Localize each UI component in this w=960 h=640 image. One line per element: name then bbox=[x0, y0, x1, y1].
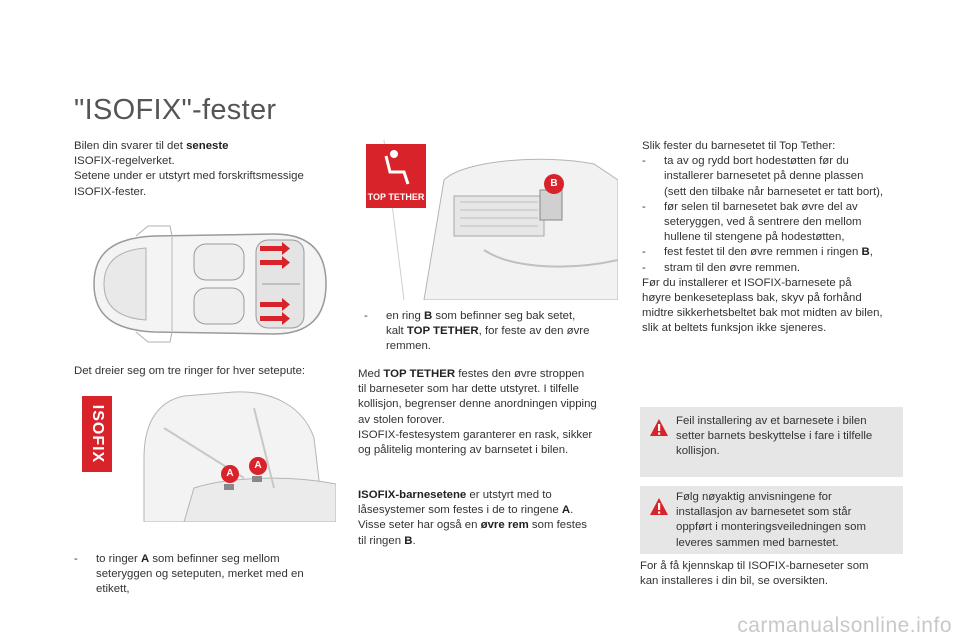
car-top-view-illustration bbox=[74, 222, 332, 346]
overview-line2: kan installeres i din bil, se oversikten. bbox=[640, 575, 829, 588]
bullet-dash: - bbox=[74, 553, 78, 565]
step-2 bbox=[642, 200, 912, 246]
step-4-line1: stram til den øvre remmen. bbox=[664, 261, 801, 274]
bullet-dash: - bbox=[642, 261, 646, 274]
bullet-b-bold: B bbox=[424, 310, 433, 322]
bullet-dash: - bbox=[364, 310, 368, 322]
warning1-line3: kollisjon. bbox=[676, 445, 720, 458]
para2-line3-post: som festes bbox=[528, 519, 588, 532]
instructions-intro: Slik fester du barnesetet til Top Tether: bbox=[642, 140, 836, 152]
bullet-b-line2-pre: kalt bbox=[386, 325, 407, 338]
warning-icon bbox=[649, 418, 669, 438]
para1-pre: Med bbox=[358, 368, 384, 380]
para1-bold: TOP TETHER bbox=[383, 368, 456, 380]
top-tether-illustration bbox=[364, 140, 618, 300]
warning-box-instructions bbox=[640, 486, 903, 554]
step-3-bold: B bbox=[861, 246, 870, 259]
step-1-line3: (sett den tilbake når barnesetet er tatt bort), bbox=[664, 185, 884, 198]
intro-bold: seneste bbox=[186, 140, 229, 152]
para2-line2-pre: låsesystemer som festes i de to ringene bbox=[358, 504, 562, 517]
isofix-label-text: ISOFIX bbox=[89, 404, 106, 464]
bullet-ring-b bbox=[364, 309, 620, 355]
top-tether-paragraph bbox=[358, 367, 620, 458]
bullet-b-line2-bold: TOP TETHER bbox=[406, 325, 479, 338]
overview-line1: For å få kjennskap til ISOFIX-barneseter som bbox=[640, 560, 869, 572]
top-tether-label: TOP TETHER bbox=[367, 192, 425, 202]
step-3 bbox=[642, 245, 912, 260]
step-1-line2: installerer barnesetet på denne plassen bbox=[664, 170, 864, 183]
para1-line3: kollisjon, begrenser denne anordningen vipping bbox=[358, 398, 597, 411]
para1-line5: ISOFIX-festesystem garanterer en rask, sikker bbox=[358, 428, 593, 441]
bullet-b-line3: remmen. bbox=[386, 340, 431, 353]
step-2-line1: før selen til barnesetet bak øvre del av bbox=[664, 200, 858, 213]
bullet-b-post: som befinner seg bak setet, bbox=[432, 310, 576, 322]
top-tether-instructions bbox=[642, 139, 912, 337]
watermark: carmanualsonline.info bbox=[737, 614, 952, 637]
para2-line2-post: . bbox=[570, 504, 574, 517]
bullet-ring-a bbox=[74, 552, 334, 598]
intro-line-4: ISOFIX-fester. bbox=[74, 185, 147, 198]
bullet-a-line2: seteryggen og seteputen, merket med en bbox=[96, 568, 304, 581]
rings-text: Det dreier seg om tre ringer for hver setepute: bbox=[74, 365, 306, 377]
step-1 bbox=[642, 154, 912, 200]
step-1-line1: ta av og rydd bort hodestøtten før du bbox=[664, 155, 849, 168]
para2-post: er utstyrt med to bbox=[466, 489, 552, 501]
step-2-line3: hullene til stengene på hodestøtten, bbox=[664, 231, 845, 244]
step-4 bbox=[642, 261, 912, 276]
warning1-line1: Feil installering av et barnesete i bilen bbox=[676, 415, 867, 427]
para1-line2: til barneseter som har dette utstyret. I tilfelle bbox=[358, 383, 579, 396]
para1-post: festes den øvre stroppen bbox=[455, 368, 585, 380]
para2-line4-pre: til ringen bbox=[358, 534, 405, 547]
marker-a-2: A bbox=[254, 460, 262, 471]
note-line1: Før du installerer et ISOFIX-barnesete på bbox=[642, 276, 852, 289]
bullet-b-pre: en ring bbox=[386, 310, 424, 322]
bullet-dash: - bbox=[642, 200, 646, 213]
para1-line6: og pålitelig montering av barnsetet i bilen. bbox=[358, 444, 569, 457]
para2-line2-bold: A bbox=[561, 504, 571, 517]
note-line3: midtre sikkerhetsbeltet bak mot midten av bilen, bbox=[642, 307, 883, 320]
isofix-seat-illustration bbox=[74, 388, 336, 522]
step-2-line2: seteryggen, ved å sentrere den mellom bbox=[664, 216, 862, 229]
para1-line4: av stolen forover. bbox=[358, 413, 445, 426]
bullet-a-line3: etikett, bbox=[96, 583, 130, 596]
note-line4: slik at beltets funksjon ikke sjeneres. bbox=[642, 322, 827, 335]
para2-line4-bold: B bbox=[404, 534, 413, 547]
page-title: "ISOFIX"-fester bbox=[74, 94, 277, 126]
intro-line-3: Setene under er utstyrt med forskriftsmessige bbox=[74, 170, 304, 183]
bullet-a-pre: to ringer bbox=[96, 553, 141, 565]
intro-line-2: ISOFIX-regelverket. bbox=[74, 155, 175, 168]
marker-b: B bbox=[550, 178, 558, 189]
para2-bold: ISOFIX-barnesetene bbox=[358, 489, 467, 501]
step-3-post: , bbox=[869, 246, 873, 259]
bullet-dash: - bbox=[642, 246, 646, 259]
warning2-line3: oppført i monteringsveiledningen som bbox=[676, 521, 866, 534]
bullet-a-bold: A bbox=[140, 553, 150, 565]
para2-line3-pre: Visse seter har også en bbox=[358, 519, 481, 532]
isofix-label bbox=[82, 396, 112, 472]
warning-box-installation bbox=[640, 407, 903, 477]
bullet-b-line2-post: , for feste av den øvre bbox=[478, 325, 590, 338]
para2-line3-bold: øvre rem bbox=[480, 519, 529, 532]
intro-line-1: Bilen din svarer til det bbox=[74, 140, 187, 152]
intro-text bbox=[74, 139, 344, 200]
bullet-dash: - bbox=[642, 155, 646, 168]
isofix-seats-paragraph bbox=[358, 488, 620, 549]
marker-a-1: A bbox=[226, 468, 234, 479]
overview-text bbox=[640, 559, 910, 589]
para2-line4-post: . bbox=[412, 534, 416, 547]
bullet-a-post: som befinner seg mellom bbox=[149, 553, 280, 565]
warning2-line4: leveres sammen med barnestet. bbox=[676, 536, 839, 549]
warning2-line2: installasjon av barnesetet som står bbox=[676, 506, 852, 519]
warning-icon bbox=[649, 497, 669, 517]
note-line2: høyre benkeseteplass bak, skyv på forhånd bbox=[642, 292, 862, 305]
warning2-line1: Følg nøyaktig anvisningene for bbox=[676, 491, 832, 503]
step-3-pre: fest festet til den øvre remmen i ringen bbox=[664, 246, 862, 259]
warning1-line2: setter barnets beskyttelse i fare i tilfelle bbox=[676, 430, 873, 443]
